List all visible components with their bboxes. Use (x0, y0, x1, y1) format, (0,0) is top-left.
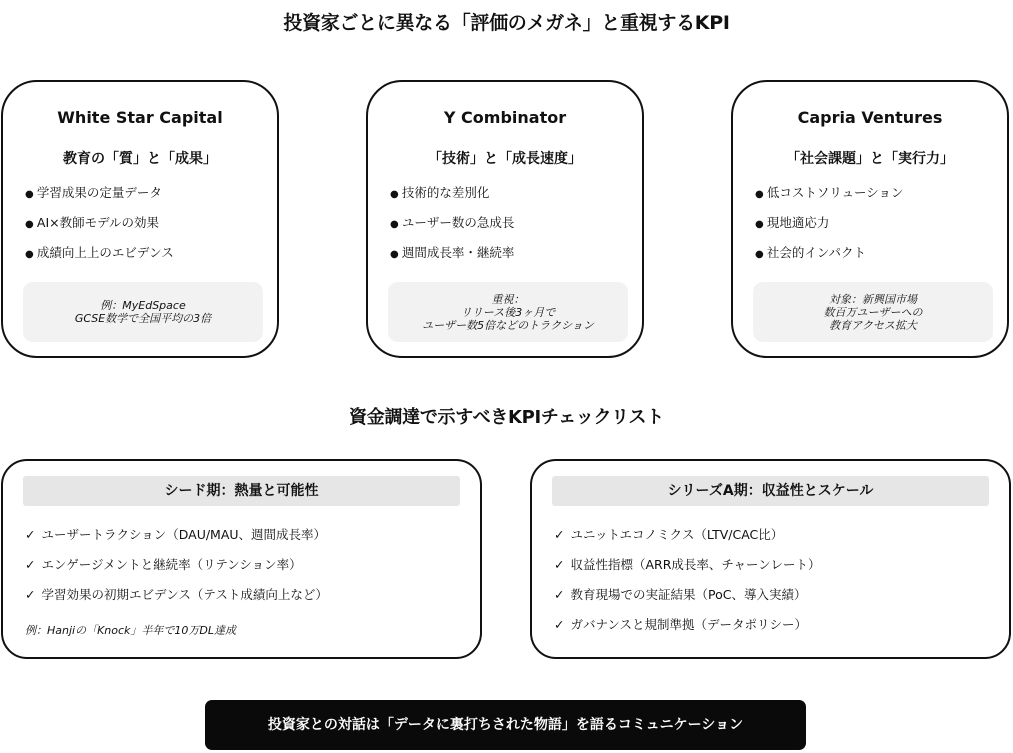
series-a-phase-panel (530, 459, 1011, 659)
checklist-item-label: ユーザートラクション（DAU/MAU、週間成長率） (41, 527, 327, 542)
kpi-checklist (25, 527, 328, 617)
phase-title: シリーズA期：収益性とスケール (552, 476, 989, 506)
investor-criteria-list (390, 185, 514, 275)
example-line: 例：MyEdSpace (100, 299, 186, 312)
criteria-item: ● 学習成果の定量データ (25, 185, 174, 215)
example-line: リリース後3ヶ月で (460, 305, 556, 319)
example-line: 数百万ユーザーへの (823, 305, 923, 319)
investor-criteria-list (25, 185, 174, 275)
phase-example: 例：Hanjiの「Knock」半年で10万DL達成 (25, 624, 237, 637)
checklist-item-label: エンゲージメントと継続率（リテンション率） (41, 557, 302, 572)
checklist-item (25, 557, 328, 587)
check-icon: ✓ (554, 617, 565, 632)
investor-example-box (388, 282, 628, 342)
example-line: ユーザー数5倍などのトラクション (422, 318, 594, 332)
criteria-item: ● 現地適応力 (755, 215, 904, 245)
investor-example-box (23, 282, 263, 342)
checklist-item (554, 587, 820, 617)
checklist-item-label: ガバナンスと規制準拠（データポリシー） (570, 617, 807, 632)
checklist-item-label: 学習効果の初期エビデンス（テスト成績向上など） (41, 587, 328, 602)
investor-name: Y Combinator (443, 108, 567, 127)
criteria-item: ● 週間成長率・継続率 (390, 245, 514, 275)
checklist-item-label: 収益性指標（ARR成長率、チャーンレート） (570, 557, 821, 572)
investor-card-y-combinator (366, 80, 644, 358)
example-line: 重視： (491, 292, 525, 306)
criteria-item: ● AI×教師モデルの効果 (25, 215, 174, 245)
investor-focus: 「社会課題」と「実行力」 (786, 151, 954, 167)
check-icon: ✓ (25, 587, 36, 602)
investor-card-capria (731, 80, 1009, 358)
investor-criteria-list (755, 185, 904, 275)
check-icon: ✓ (25, 557, 36, 572)
investor-focus: 「技術」と「成長速度」 (428, 151, 582, 167)
check-icon: ✓ (554, 557, 565, 572)
phase-title: シード期：熱量と可能性 (23, 476, 460, 506)
investor-example-box (753, 282, 993, 342)
check-icon: ✓ (25, 527, 36, 542)
checklist-item (554, 527, 820, 557)
closing-banner: 投資家との対話は「データに裏打ちされた物語」を語るコミュニケーション (205, 700, 806, 750)
example-line: 教育アクセス拡大 (829, 318, 917, 332)
example-line: GCSE数学で全国平均の3倍 (74, 312, 212, 325)
criteria-item: ● 社会的インパクト (755, 245, 904, 275)
investor-name: Capria Ventures (797, 108, 943, 127)
check-icon: ✓ (554, 587, 565, 602)
investor-focus: 教育の「質」と「成果」 (63, 151, 217, 167)
criteria-item: ● 技術的な差別化 (390, 185, 514, 215)
check-icon: ✓ (554, 527, 565, 542)
example-line: 対象：新興国市場 (829, 292, 917, 306)
checklist-item-label: 教育現場での実証結果（PoC、導入実績） (570, 587, 807, 602)
page-title: 投資家ごとに異なる「評価のメガネ」と重視するKPI (283, 12, 730, 34)
checklist-item (554, 617, 820, 647)
investor-card-white-star (1, 80, 279, 358)
criteria-item: ● ユーザー数の急成長 (390, 215, 514, 245)
kpi-checklist (554, 527, 820, 647)
criteria-item: ● 低コストソリューション (755, 185, 904, 215)
seed-phase-panel (1, 459, 482, 659)
checklist-item (554, 557, 820, 587)
criteria-item: ● 成績向上上のエビデンス (25, 245, 174, 275)
checklist-item (25, 587, 328, 617)
investor-name: White Star Capital (57, 108, 223, 127)
checklist-item-label: ユニットエコノミクス（LTV/CAC比） (570, 527, 784, 542)
checklist-title: 資金調達で示すべきKPIチェックリスト (349, 407, 664, 428)
checklist-item (25, 527, 328, 557)
